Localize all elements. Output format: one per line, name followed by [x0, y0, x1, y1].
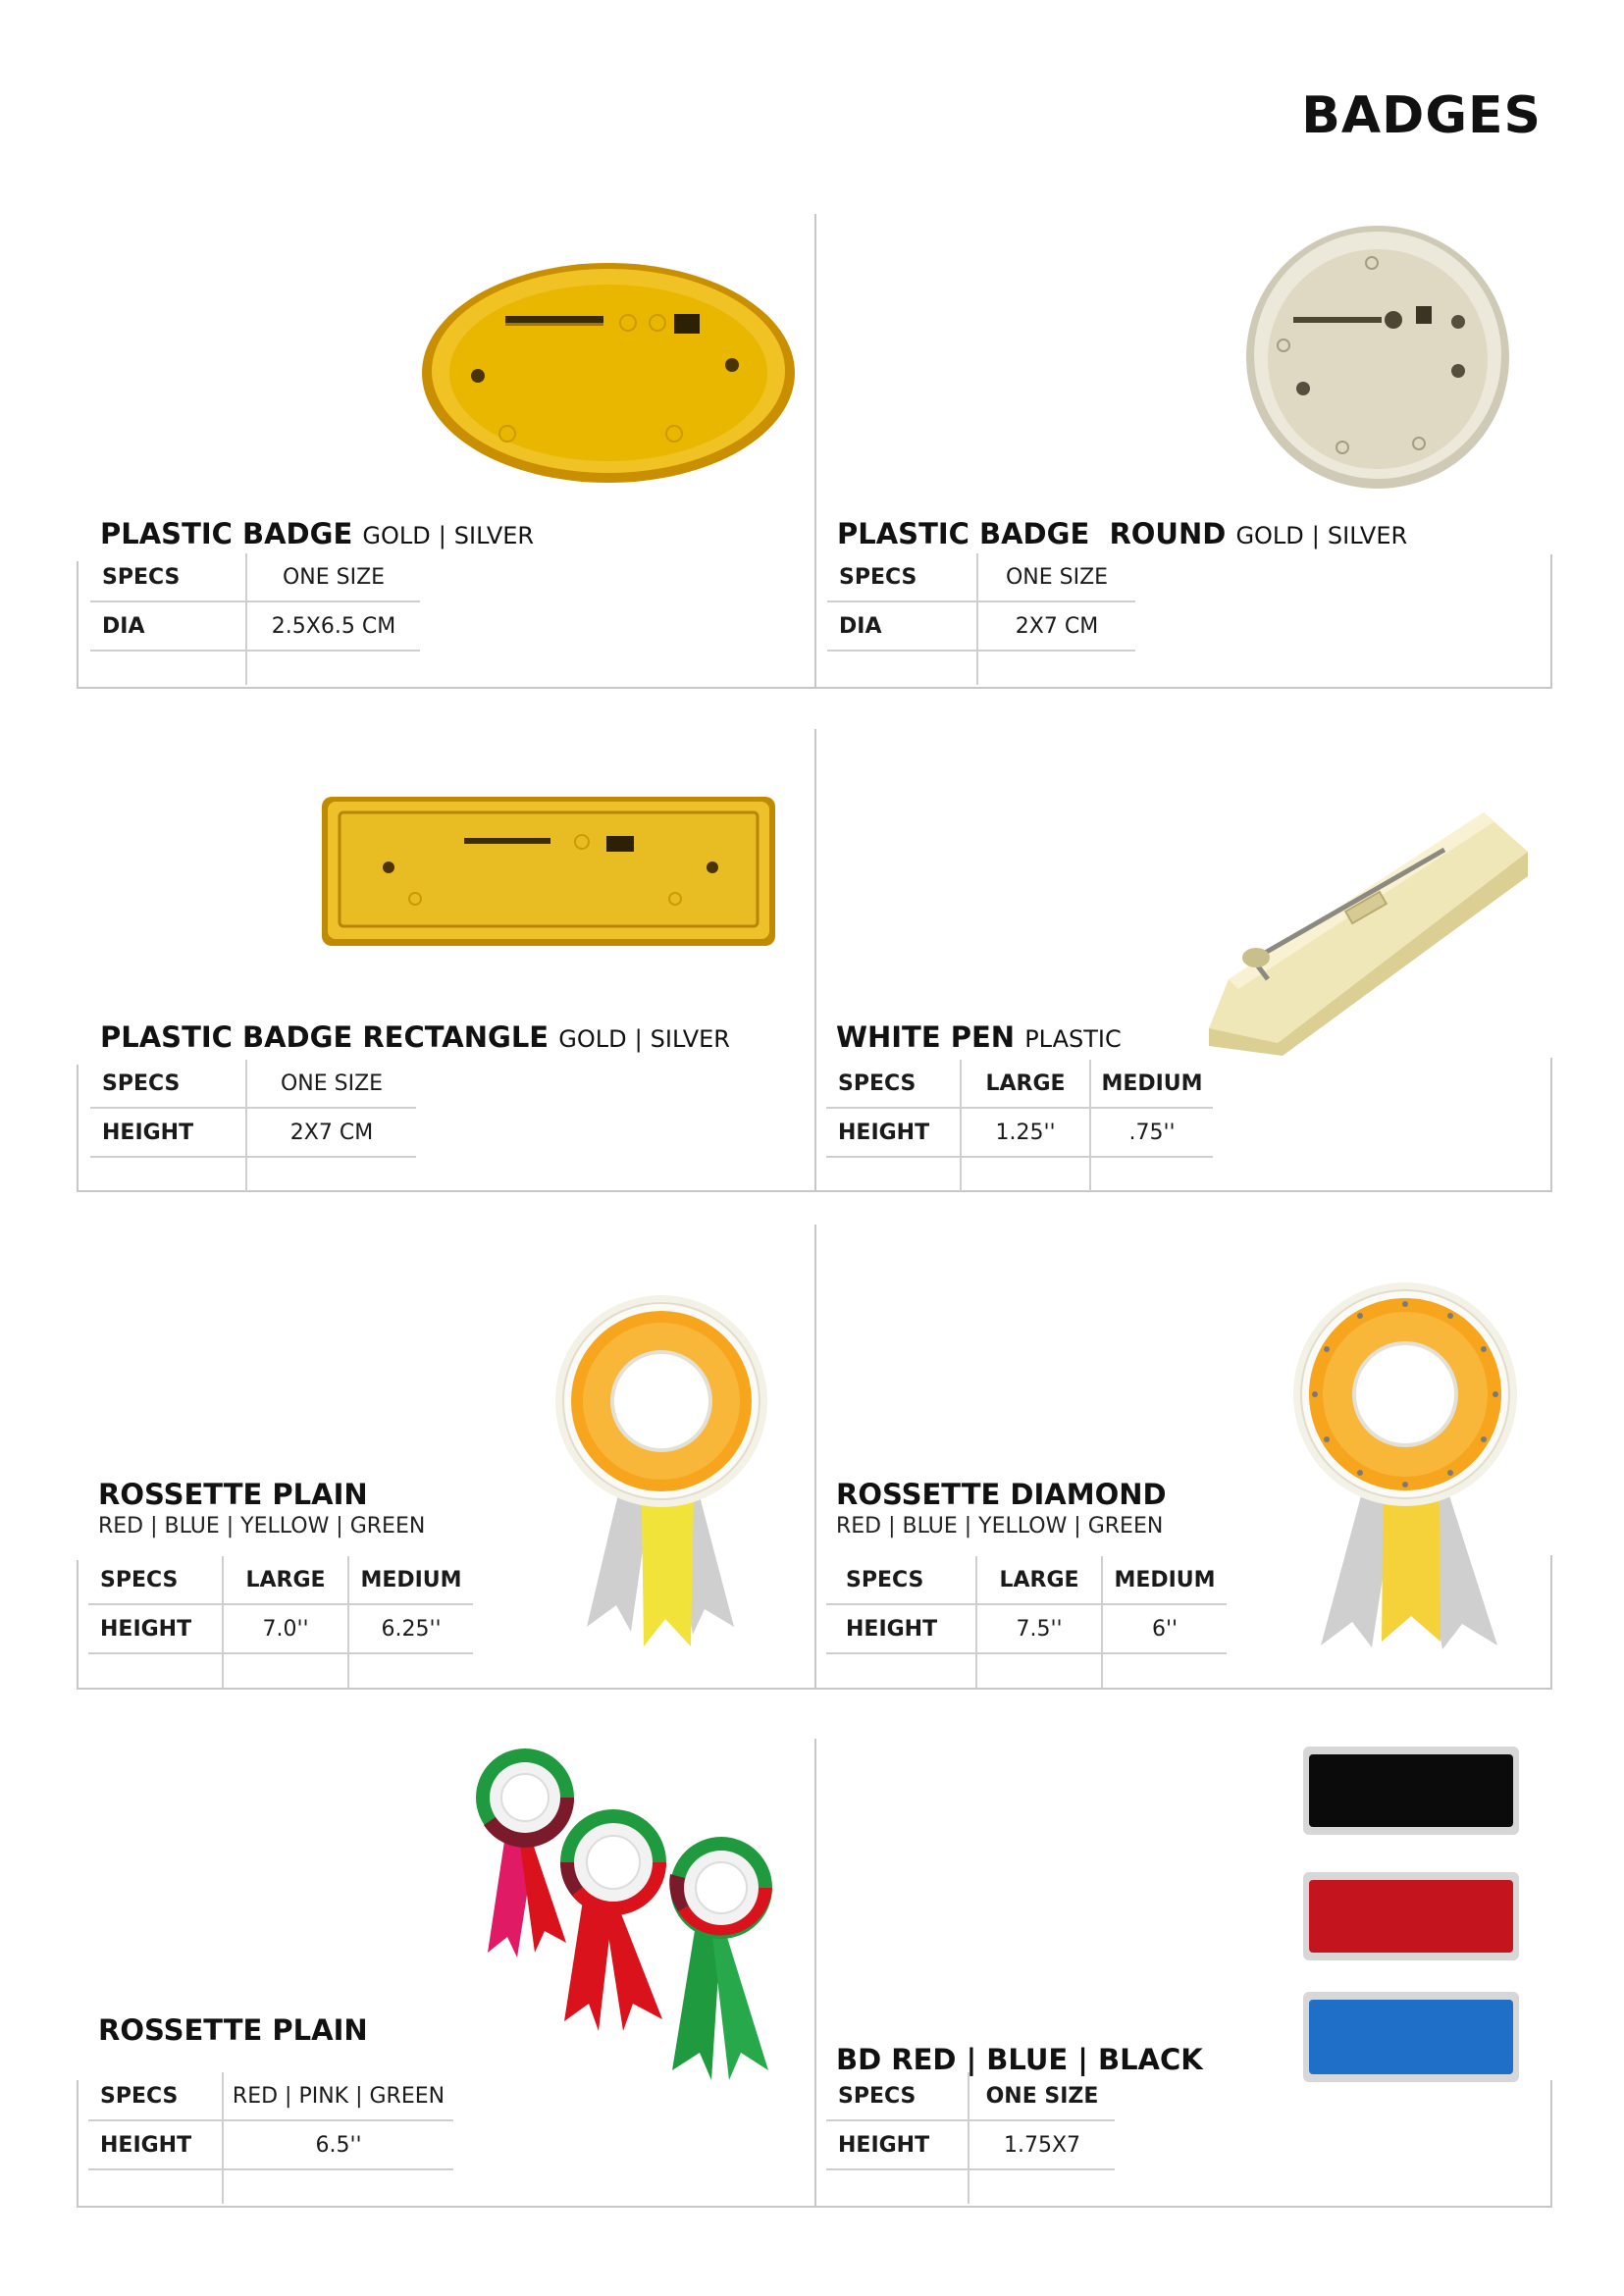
spec-header: SPECS	[826, 2072, 969, 2120]
spec-empty	[826, 2169, 969, 2204]
product-title	[100, 517, 534, 550]
spec-value: 6''	[1102, 1604, 1227, 1653]
spec-header: ONE SIZE	[969, 2072, 1115, 2120]
variant-label: SILVER	[650, 1025, 730, 1053]
spec-empty	[961, 1157, 1090, 1191]
blue-bar-badge-image	[1303, 1992, 1519, 2082]
panel-border-bottom	[77, 2206, 1552, 2208]
spec-empty	[90, 1157, 246, 1191]
spec-value: 7.0''	[223, 1604, 348, 1653]
product-title	[837, 517, 1407, 550]
spec-label: HEIGHT	[90, 1108, 246, 1157]
spec-empty	[826, 1157, 961, 1191]
spec-label: HEIGHT	[826, 1108, 961, 1157]
spec-empty	[1102, 1653, 1227, 1688]
spec-table	[90, 553, 420, 685]
spec-empty	[88, 1653, 223, 1688]
color-options: RED | BLUE | YELLOW | GREEN	[836, 1514, 1164, 1539]
spec-header: SPECS	[827, 553, 977, 601]
panel-border-left	[77, 2080, 79, 2208]
panel-divider	[814, 1739, 816, 2208]
white-pen-badge-image	[1199, 793, 1533, 1058]
spec-header: SPECS	[826, 1556, 976, 1604]
spec-header: SPECS	[88, 2072, 223, 2120]
spec-header: MEDIUM	[1102, 1556, 1227, 1604]
round-silver-badge-image	[1244, 224, 1511, 491]
spec-header: LARGE	[961, 1060, 1090, 1108]
product-name: PLASTIC BADGE RECTANGLE	[100, 1020, 550, 1054]
spec-empty	[1090, 1157, 1213, 1191]
spec-header: RED | PINK | GREEN	[223, 2072, 453, 2120]
spec-empty	[88, 2169, 223, 2204]
spec-label: HEIGHT	[88, 1604, 223, 1653]
page-title: BADGES	[1301, 86, 1542, 145]
panel-border-right	[1550, 1058, 1552, 1192]
spec-empty	[223, 2169, 453, 2204]
spec-value: 2.5X6.5 CM	[246, 601, 420, 651]
rectangle-gold-badge-image	[322, 797, 775, 946]
product-title: ROSSETTE PLAIN	[98, 2013, 368, 2047]
panel-border-left	[77, 1560, 79, 1690]
spec-empty	[90, 651, 246, 685]
spec-header: LARGE	[223, 1556, 348, 1604]
panel-border-right	[1550, 1555, 1552, 1690]
spec-header: MEDIUM	[348, 1556, 473, 1604]
spec-value: .75''	[1090, 1108, 1213, 1157]
spec-table	[827, 553, 1135, 685]
panel-border-left	[77, 1065, 79, 1192]
tricolour-rosettes-image	[476, 1747, 800, 2085]
spec-table	[88, 2072, 453, 2204]
separator: |	[1311, 522, 1320, 549]
panel-divider	[814, 1225, 816, 1690]
variant-label: SILVER	[453, 522, 535, 549]
product-title: ROSSETTE PLAIN	[98, 1478, 368, 1511]
panel-divider	[814, 214, 816, 687]
spec-header: ONE SIZE	[977, 553, 1135, 601]
rosette-diamond-image	[1283, 1280, 1527, 1653]
product-title	[100, 1020, 730, 1054]
panel-divider	[814, 729, 816, 1192]
spec-table	[826, 1060, 1213, 1191]
variant-label: GOLD	[362, 522, 431, 549]
rosette-plain-image	[548, 1293, 775, 1656]
separator: |	[634, 1025, 643, 1053]
spec-header: LARGE	[976, 1556, 1102, 1604]
spec-header: ONE SIZE	[246, 1060, 416, 1108]
spec-value: 2X7 CM	[977, 601, 1135, 651]
product-title	[836, 1020, 1122, 1054]
spec-header: ONE SIZE	[246, 553, 420, 601]
panel-border-left	[77, 561, 79, 689]
spec-value: 1.25''	[961, 1108, 1090, 1157]
spec-label: HEIGHT	[826, 1604, 976, 1653]
variant-label: GOLD	[1235, 522, 1304, 549]
spec-value: 6.25''	[348, 1604, 473, 1653]
spec-empty	[969, 2169, 1115, 2204]
color-options: RED | BLUE | YELLOW | GREEN	[98, 1514, 426, 1539]
spec-table	[826, 1556, 1227, 1688]
spec-header: SPECS	[88, 1556, 223, 1604]
spec-header: SPECS	[90, 553, 246, 601]
spec-empty	[223, 1653, 348, 1688]
oval-gold-badge-image	[417, 260, 800, 486]
variant-label: PLASTIC	[1024, 1025, 1122, 1053]
product-name: WHITE PEN	[836, 1020, 1016, 1054]
black-bar-badge-image	[1303, 1747, 1519, 1835]
spec-label: HEIGHT	[88, 2120, 223, 2169]
spec-label: DIA	[90, 601, 246, 651]
spec-table	[90, 1060, 416, 1191]
spec-table	[88, 1556, 473, 1688]
spec-empty	[246, 651, 420, 685]
spec-value: 6.5''	[223, 2120, 453, 2169]
panel-border-bottom	[77, 1688, 1552, 1690]
product-name: PLASTIC BADGE	[100, 517, 353, 550]
spec-value: 1.75X7	[969, 2120, 1115, 2169]
spec-empty	[977, 651, 1135, 685]
spec-label: HEIGHT	[826, 2120, 969, 2169]
separator: |	[438, 522, 446, 549]
product-title: ROSSETTE DIAMOND	[836, 1478, 1167, 1511]
product-title: BD RED | BLUE | BLACK	[836, 2043, 1203, 2076]
spec-value: 7.5''	[976, 1604, 1102, 1653]
spec-empty	[976, 1653, 1102, 1688]
spec-header: SPECS	[90, 1060, 246, 1108]
spec-empty	[246, 1157, 416, 1191]
spec-empty	[827, 651, 977, 685]
spec-value: 2X7 CM	[246, 1108, 416, 1157]
spec-header: SPECS	[826, 1060, 961, 1108]
spec-empty	[826, 1653, 976, 1688]
panel-border-right	[1550, 2080, 1552, 2208]
product-name: PLASTIC BADGE ROUND	[837, 517, 1227, 550]
red-bar-badge-image	[1303, 1872, 1519, 1960]
variant-label: GOLD	[558, 1025, 627, 1053]
spec-table	[826, 2072, 1115, 2204]
spec-header: MEDIUM	[1090, 1060, 1213, 1108]
spec-empty	[348, 1653, 473, 1688]
spec-label: DIA	[827, 601, 977, 651]
panel-border-right	[1550, 554, 1552, 689]
variant-label: SILVER	[1327, 522, 1408, 549]
panel-border-bottom	[77, 687, 1552, 689]
